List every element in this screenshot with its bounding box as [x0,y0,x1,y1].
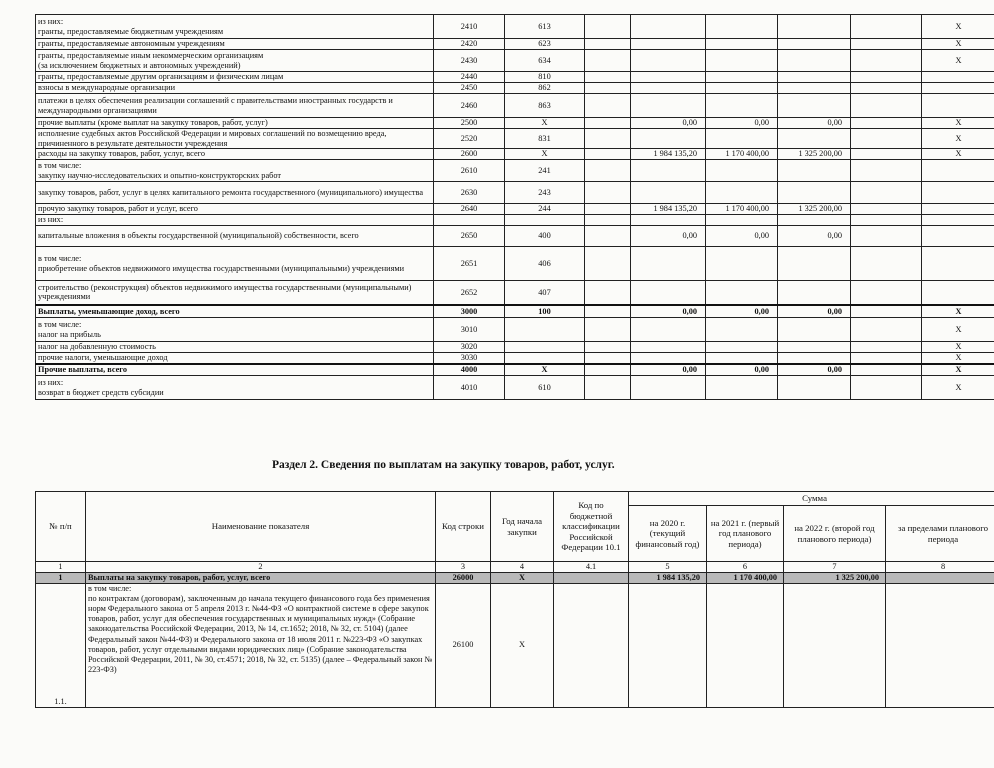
row-name: Выплаты, уменьшающие доход, всего [36,305,434,318]
header-2021: на 2021 г. (первый год планового периода) [707,506,784,562]
row-x: X [922,118,994,129]
row-2021 [706,182,778,204]
row-2020 [631,129,706,149]
row-2021 [706,318,778,342]
row-2022 [778,376,851,400]
row-name: расходы на закупку товаров, работ, услуг, всего [36,149,434,160]
row-blank [585,215,631,226]
row-code: 2460 [434,94,505,118]
row-2022: 0,00 [778,118,851,129]
table-row [36,281,994,305]
row-kbk: 613 [505,15,585,39]
header-2020: на 2020 г. (текущий финансовый год) [629,506,707,562]
row-code: 4010 [434,376,505,400]
row-2022 [778,215,851,226]
row-2021 [706,353,778,365]
row-x [922,182,994,204]
section-2-title: Раздел 2. Сведения по выплатам на закупку товаров, работ, услуг. [272,459,615,471]
header-beyond: за пределами планового периода [886,506,994,562]
row-code: 2450 [434,83,505,94]
row-blank [585,94,631,118]
row-blank [585,149,631,160]
row-name: Прочие выплаты, всего [36,364,434,376]
row-beyond [851,364,922,376]
row-name: из них: гранты, предоставляемые бюджетным учреждениям [36,15,434,39]
row-name: в том числе: налог на прибыль [36,318,434,342]
row-name: прочую закупку товаров, работ и услуг, всего [36,204,434,215]
row-x [922,72,994,83]
table-row [36,39,994,50]
row-1-1-name: в том числе: по контрактам (договорам), заключенным до начала текущего финансового года без применения норм Федерального закона от 5 апреля 2013 г. №44-ФЗ «О контрактной системе в сфере закупок товаров, работ, услуг для обеспечения государственных и муниципальных нужд» (Собрание законодательства Российской Федерации, 2013, № 14, ст.1652; 2018, № 32, ст. 5104) (далее Федеральный закон №44-ФЗ) и Федерального закона от 18 июля 2011 г. №223-ФЗ «О закупках товаров, работ, услуг отдельными видами юридических лиц» (Собрание законодательства Российской Федерации, 2011, № 30, ст.4571; 2018, № 32, ст. 5135) (далее – Федеральный закон № 223-ФЗ) [86,583,436,707]
row-name: исполнение судебных актов Российской Федерации и мировых соглашений по возмещению вреда, причиненного в результате деятельности учреждения [36,129,434,149]
row-2021 [706,160,778,182]
row-code: 4000 [434,364,505,376]
row-1-1-2022 [784,583,886,707]
col-number: 7 [784,562,886,573]
row-blank [585,129,631,149]
table-row [36,215,994,226]
row-blank [585,15,631,39]
row-2022 [778,281,851,305]
row-x: X [922,39,994,50]
header-kbk: Код по бюджетной классификации Российской Федерации 10.1 [554,492,629,562]
row-beyond [851,129,922,149]
row-code: 2630 [434,182,505,204]
row-2022 [778,15,851,39]
table-row [36,83,994,94]
row-2020 [631,50,706,72]
row-2020 [631,376,706,400]
col-number: 4 [491,562,554,573]
row-kbk: 100 [505,305,585,318]
row-code [434,215,505,226]
row-beyond [851,83,922,94]
row-2020 [631,281,706,305]
row-x: X [922,129,994,149]
row-2021 [706,376,778,400]
table-row [36,364,994,376]
total-code: 26000 [436,572,491,583]
row-beyond [851,204,922,215]
table-row [36,50,994,72]
row-kbk: 407 [505,281,585,305]
row-beyond [851,247,922,281]
row-beyond [851,160,922,182]
col-number: 2 [86,562,436,573]
row-2022: 1 325 200,00 [778,204,851,215]
row-2021 [706,215,778,226]
row-x [922,94,994,118]
row-name: из них: возврат в бюджет средств субсидии [36,376,434,400]
row-x [922,160,994,182]
procurement-table [35,491,994,708]
header-code: Код строки [436,492,491,562]
row-beyond [851,305,922,318]
table-row [36,94,994,118]
row-beyond [851,94,922,118]
row-kbk: 862 [505,83,585,94]
table-row [36,247,994,281]
row-2021: 1 170 400,00 [706,149,778,160]
row-code: 2650 [434,226,505,247]
row-2020 [631,342,706,353]
row-x: X [922,318,994,342]
row-2021 [706,281,778,305]
row-code: 3030 [434,353,505,365]
row-blank [585,226,631,247]
row-beyond [851,15,922,39]
row-2020: 0,00 [631,305,706,318]
row-kbk: 623 [505,39,585,50]
row-blank [585,353,631,365]
row-kbk [505,318,585,342]
row-2020: 0,00 [631,118,706,129]
total-num: 1 [36,572,86,583]
row-2022 [778,342,851,353]
row-x [922,281,994,305]
row-code: 2640 [434,204,505,215]
col-number: 8 [886,562,994,573]
row-kbk [505,342,585,353]
row-code: 2420 [434,39,505,50]
total-2020: 1 984 135,20 [629,572,707,583]
row-code: 3010 [434,318,505,342]
row-name: строительство (реконструкция) объектов недвижимого имущества государственными (муниципальными) учреждениями [36,281,434,305]
row-beyond [851,118,922,129]
row-beyond [851,376,922,400]
col-number: 1 [36,562,86,573]
table-row [36,318,994,342]
row-2022 [778,160,851,182]
row-kbk: 810 [505,72,585,83]
row-2020: 0,00 [631,364,706,376]
row-x: X [922,353,994,365]
row-1-1-2020 [629,583,707,707]
total-2022: 1 325 200,00 [784,572,886,583]
row-kbk: 244 [505,204,585,215]
row-blank [585,376,631,400]
total-beyond [886,572,994,583]
row-code: 3020 [434,342,505,353]
row-code: 2651 [434,247,505,281]
row-code: 2500 [434,118,505,129]
row-code: 2600 [434,149,505,160]
table-row [36,15,994,39]
table-row [36,204,994,215]
row-blank [585,39,631,50]
row-2021: 0,00 [706,364,778,376]
row-beyond [851,353,922,365]
row-2022 [778,39,851,50]
row-blank [585,118,631,129]
row-name: гранты, предоставляемые автономным учреждениям [36,39,434,50]
row-blank [585,204,631,215]
row-blank [585,318,631,342]
row-2020 [631,353,706,365]
row-beyond [851,149,922,160]
row-1-1-num: 1.1. [36,583,86,707]
row-2022: 1 325 200,00 [778,149,851,160]
row-1-1-year: X [491,583,554,707]
row-2021 [706,39,778,50]
row-code: 2410 [434,15,505,39]
row-2021: 1 170 400,00 [706,204,778,215]
row-2021 [706,94,778,118]
row-2022 [778,50,851,72]
row-beyond [851,342,922,353]
table-row [36,72,994,83]
row-2021 [706,247,778,281]
row-code: 2430 [434,50,505,72]
row-beyond [851,182,922,204]
row-2022 [778,83,851,94]
row-kbk: X [505,149,585,160]
row-code: 2520 [434,129,505,149]
table-row [36,353,994,365]
row-2020 [631,247,706,281]
row-2020 [631,215,706,226]
row-name: из них: [36,215,434,226]
row-2020 [631,15,706,39]
row-x: X [922,15,994,39]
row-name: капитальные вложения в объекты государственной (муниципальной) собственности, всего [36,226,434,247]
row-blank [585,160,631,182]
row-name: взносы в международные организации [36,83,434,94]
header-num: № п/п [36,492,86,562]
row-blank [585,72,631,83]
row-2021 [706,129,778,149]
table-row [36,149,994,160]
row-beyond [851,72,922,83]
row-2022 [778,94,851,118]
table-row [36,182,994,204]
row-x [922,247,994,281]
row-2021: 0,00 [706,118,778,129]
row-2020: 1 984 135,20 [631,204,706,215]
row-kbk: X [505,118,585,129]
header-sum: Сумма [629,492,994,506]
row-blank [585,50,631,72]
row-2021: 0,00 [706,305,778,318]
row-name: прочие выплаты (кроме выплат на закупку товаров, работ, услуг) [36,118,434,129]
row-2020 [631,94,706,118]
row-kbk: 406 [505,247,585,281]
row-1-1-kbk [554,583,629,707]
row-kbk: 863 [505,94,585,118]
row-code: 2652 [434,281,505,305]
header-year: Год начала закупки [491,492,554,562]
row-2022: 0,00 [778,364,851,376]
row-name: гранты, предоставляемые другим организациям и физическим лицам [36,72,434,83]
table-row [36,160,994,182]
row-2021 [706,83,778,94]
row-x [922,226,994,247]
row-2021 [706,72,778,83]
row-beyond [851,226,922,247]
row-2022 [778,129,851,149]
total-2021: 1 170 400,00 [707,572,784,583]
table-row [36,305,994,318]
row-kbk: 634 [505,50,585,72]
row-x: X [922,149,994,160]
row-x [922,215,994,226]
row-beyond [851,215,922,226]
col-number: 6 [707,562,784,573]
row-name: прочие налоги, уменьшающие доход [36,353,434,365]
row-blank [585,281,631,305]
table-row [36,118,994,129]
table-row [36,376,994,400]
table-row [36,226,994,247]
col-number: 3 [436,562,491,573]
row-kbk: 831 [505,129,585,149]
row-2021 [706,342,778,353]
row-beyond [851,39,922,50]
row-code: 2610 [434,160,505,182]
row-name: в том числе: закупку научно-исследовательских и опытно-конструкторских работ [36,160,434,182]
row-1-1-code: 26100 [436,583,491,707]
row-code: 3000 [434,305,505,318]
row-name: платежи в целях обеспечения реализации соглашений с правительствами иностранных государств и международными организациями [36,94,434,118]
col-number: 4.1 [554,562,629,573]
row-2020 [631,83,706,94]
table-row [36,129,994,149]
row-code: 2440 [434,72,505,83]
row-x [922,204,994,215]
row-2022 [778,353,851,365]
row-kbk [505,215,585,226]
row-name: закупку товаров, работ, услуг в целях капитального ремонта государственного (муниципального) имущества [36,182,434,204]
row-kbk: 241 [505,160,585,182]
row-2021 [706,15,778,39]
row-blank [585,305,631,318]
row-kbk: 243 [505,182,585,204]
payments-table [35,14,994,400]
total-kbk [554,572,629,583]
row-x: X [922,50,994,72]
total-name: Выплаты на закупку товаров, работ, услуг, всего [86,572,436,583]
row-beyond [851,318,922,342]
row-2022: 0,00 [778,305,851,318]
row-2020 [631,39,706,50]
row-name: гранты, предоставляемые иным некоммерческим организациям (за исключением бюджетных и автономных учреждений) [36,50,434,72]
row-kbk [505,353,585,365]
row-2020 [631,160,706,182]
row-beyond [851,281,922,305]
row-blank [585,182,631,204]
row-name: налог на добавленную стоимость [36,342,434,353]
row-2022 [778,72,851,83]
row-x [922,83,994,94]
row-blank [585,342,631,353]
row-kbk: X [505,364,585,376]
row-2021 [706,50,778,72]
row-2020: 1 984 135,20 [631,149,706,160]
row-beyond [851,50,922,72]
header-name: Наименование показателя [86,492,436,562]
row-x: X [922,376,994,400]
row-2020 [631,182,706,204]
row-blank [585,83,631,94]
header-2022: на 2022 г. (второй год планового периода) [784,506,886,562]
row-2021: 0,00 [706,226,778,247]
row-x: X [922,364,994,376]
row-kbk: 400 [505,226,585,247]
row-2022 [778,318,851,342]
table-row [36,342,994,353]
row-2020 [631,318,706,342]
row-2022 [778,247,851,281]
row-1-1-beyond [886,583,994,707]
row-x: X [922,305,994,318]
row-kbk: 610 [505,376,585,400]
row-blank [585,247,631,281]
col-number: 5 [629,562,707,573]
row-1-1-2021 [707,583,784,707]
total-year: X [491,572,554,583]
row-2020: 0,00 [631,226,706,247]
row-name: в том числе: приобретение объектов недвижимого имущества государственными (муниципальными) учреждениями [36,247,434,281]
row-2022: 0,00 [778,226,851,247]
row-x: X [922,342,994,353]
row-2020 [631,72,706,83]
row-2022 [778,182,851,204]
row-blank [585,364,631,376]
